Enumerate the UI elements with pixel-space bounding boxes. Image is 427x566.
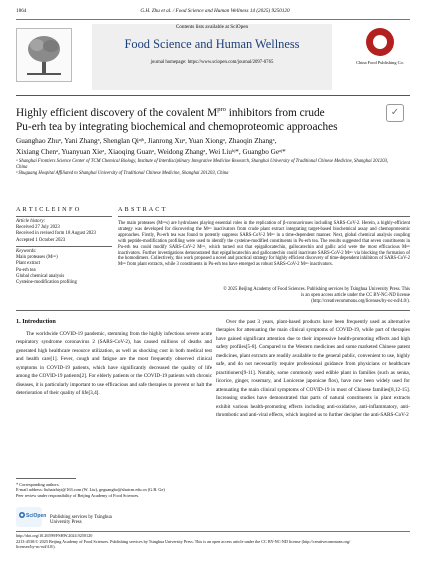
- title-sup: pro: [217, 106, 226, 113]
- received-date: Received 27 July 2023: [16, 225, 60, 231]
- abstract-heading: A B S T R A C T: [118, 206, 166, 213]
- publisher-emblem-icon: [366, 28, 394, 56]
- footnote-rule: [16, 478, 76, 479]
- contents-line-text: Contents lists available at SciOpen: [175, 24, 249, 30]
- author-list: [16, 136, 396, 177]
- article-title: [16, 103, 356, 134]
- journal-banner: [92, 24, 332, 90]
- revised-date: Received in revised form 18 August 2023: [16, 231, 96, 237]
- keywords-heading: Keywords:: [16, 249, 37, 254]
- contents-line: [92, 24, 332, 31]
- title-line2: Pu-erh tea by integrating biochemical and chemoproteomic approaches: [16, 120, 338, 133]
- body-column-left: The worldwide COVID-19 pandemic, stemming from the highly infectious severe acute respiratory syndrome coronavirus 2 (SARS-CoV-2), has caused millions of deaths and generated high healthcare resource utilization, as well as shocking cost in both medical test and health care[1]. Fever, cough and fatigue are the most frequently observed clinical symptoms in COVID-19 patients, which have significantly decreased the quality of life among the COVID-19 patients[2]. For elderly patients or the COVID-19 patients with chronic diseases, it is particularly important to use efficacious and safe therapies to prevent or halt the deterioration of their quality of life[3,4].: [16, 331, 212, 397]
- crossmark-icon[interactable]: ✓: [386, 104, 404, 122]
- article-history: [16, 219, 112, 244]
- publisher-logo: [352, 26, 408, 90]
- history-heading: Article history:: [16, 219, 46, 224]
- affiliation-b: ᵇ Shuguang Hospital Affiliated to Shanghai University of Traditional Chinese Medicine, Shanghai 201203, China: [16, 171, 229, 176]
- license-tail[interactable]: licenses/by-nc-nd/4.0/).: [16, 544, 56, 550]
- page-number: 1864: [16, 8, 27, 14]
- license-line3[interactable]: (http://creativecommons.org/licenses/by-nc-nd/4.0/).: [311, 299, 410, 304]
- sciopen-logo-text: SciOpen: [26, 513, 47, 519]
- header-divider: [16, 95, 410, 96]
- peer-review-note: Peer review under responsibility of Beijing Academy of Food Sciences.: [16, 492, 140, 498]
- article-info-heading: A R T I C L E I N F O: [16, 206, 80, 213]
- affiliation-a: ᵃ Shanghai Frontiers Science Center of TCM Chemical Biology, Institute of Interdisciplinary Integrative Medicine Research, Shanghai University of Traditional Chinese Medicine, Shanghai 201203, China: [16, 159, 389, 170]
- keyword-item: Global chemical analysis: [16, 273, 65, 279]
- title-line1-end: inhibitors from crude: [225, 106, 325, 119]
- elsevier-style-logo: [16, 28, 72, 82]
- abstract-bottom-rule: [16, 310, 410, 311]
- accepted-date: Accepted 1 October 2023: [16, 237, 66, 243]
- abstract-rule: [118, 216, 410, 217]
- section-heading-introduction: 1. Introduction: [16, 318, 56, 325]
- header-rule: [16, 19, 410, 20]
- keywords: [16, 249, 112, 286]
- sciopen-publisher-box: [16, 507, 116, 529]
- author-emails[interactable]: E-mail address: liuhaizhiyi@163.com (W. Liu), geguangbo@shutcm.edu.cn (G.B. Ge): [16, 487, 165, 493]
- bottom-info: [16, 533, 410, 550]
- publisher-logo-text: China Food Publishing Co.: [356, 60, 404, 65]
- keyword-item: Plant extract: [16, 261, 41, 267]
- abstract-license: [118, 287, 410, 305]
- keyword-item: Main proteases (Mᵖʳᵒ): [16, 255, 58, 261]
- doi-link[interactable]: http://doi.org/10.26599/FSHW.2024.9250120: [16, 533, 93, 538]
- authors-line1: Guanghao Zhuᵃ, Yani Zhangᵃ, Shenglan Qiᵃʲᵇ, Jianrong Xuᵃ, Yuan Xiongᵃ, Zhaoqin Zhangᵃ,: [16, 137, 277, 145]
- journal-homepage[interactable]: journal homepage: https://www.sciopen.com/journal/2097-0765: [150, 60, 274, 65]
- keywords-rule: [16, 246, 112, 247]
- title-line1: Highly efficient discovery of the covalent M: [16, 106, 218, 119]
- license-line1: © 2025 Beijing Academy of Food Sciences. Publishing services by Tsinghua University Press. This: [223, 287, 410, 292]
- authors-line2: Xixiang Chenᵃ, Yuanyuan Xieᵃ, Xiaoqing Guanᵃ, Weidong Zhangᵃ, Wei Liuᵇʲ*, Guangbo Geᵃʲ*: [16, 147, 286, 156]
- issn-license: 2213-4530/© 2025 Beijing Academy of Food Sciences. Publishing services by Tsinghua University Press. This is an open access article under the CC BY-NC-ND license (http://creativecommons.org/: [16, 538, 351, 544]
- keyword-item: Cysteine-modification profiling: [16, 280, 77, 286]
- sciopen-logo: [16, 507, 47, 527]
- abstract-text: The main proteases (Mᵖʳᵒs) are hydrolases playing essential roles in the replication of β-coronaviruses including SARS-CoV-2. Herein, a highly-efficient strategy was developed for discovering the Mᵖʳᵒ inactivators from crude plant extract integrating target-based biochemical assay and chemoproteomic approaches. Firstly, Pu-erh tea was found to potently suppress SARS-CoV-2 Mᵖʳᵒ in a time-dependent manner. Next, global chemical analysis coupling with peptide-modification profiling were used to identify the cysteine-modified constituents in Pu-erh tea. The results suggested that seven constituents in Pu-erh tea could modify SARS-CoV-2 Mᵖʳᵒ, which turned out that epigallocatechin, gallocatechin and gallic acid were the most efficacious Mᵖʳᵒ inactivators. Further investigations demonstrated that epigallocatechin and gallocatechin could inactivate SARS-CoV-2 Mᵖʳᵒ via blocking the formation of the homodimers. Collectively, this work proposed a novel and practical strategy for highly efficient discovery of time-dependent inhibitors of SARS-CoV-2 Mᵖʳᵒ from plant extracts, while 3 constituents in Pu-erh tea have emerged as robust SARS-CoV-2 Mᵖʳᵒ inactivators.: [118, 221, 410, 268]
- body-column-right: Over the past 3 years, plant-based products have been frequently used as alternative therapies for attenuating the main clinical symptoms of COVID-19, while part of therapies have gained significant attention due to their impressive health-promoting effects and high safety profiles[5-8]. Compared to the Western medicines and some marketed Chinese patent medicines, plant extracts are readily available to the general public, convenient to use, highly safe, and do not necessarily require professional guidance from physicians or healthcare practitioners[9-11]. Notably, some commonly used edible plant in families (such as senna, licorice, ginger, rosemary, and Lonicerae japonicae flos), have now been widely used for attenuating the main clinical symptoms of COVID-19 in most of Chinese families[8,12-15]. Increasing studies have demonstrated that parts of natural constituents in plant extracts exhibit various health-promoting effects including anti-oxidative, anti-inflammatory, anti-thrombotic and anti-viral effects, which inspired us to further decipher the anti-SARS-CoV-2: [216, 319, 410, 418]
- footnote: [16, 482, 212, 498]
- journal-title: Food Science and Human Wellness: [124, 37, 300, 51]
- tree-logo-icon: [17, 29, 71, 81]
- publishing-services: Publishing services by Tsinghua University Press: [50, 515, 112, 525]
- running-head: G.H. Zhu et al. / Food Science and Human Wellness 14 (2025) 9250120: [140, 8, 290, 14]
- corresponding-authors: * Corresponding authors.: [16, 482, 60, 487]
- license-line2: is an open access article under the CC BY-NC-ND license: [301, 293, 410, 298]
- bottom-rule: [16, 531, 410, 532]
- keyword-item: Pu-erh tea: [16, 267, 36, 273]
- article-info-rule: [16, 216, 112, 217]
